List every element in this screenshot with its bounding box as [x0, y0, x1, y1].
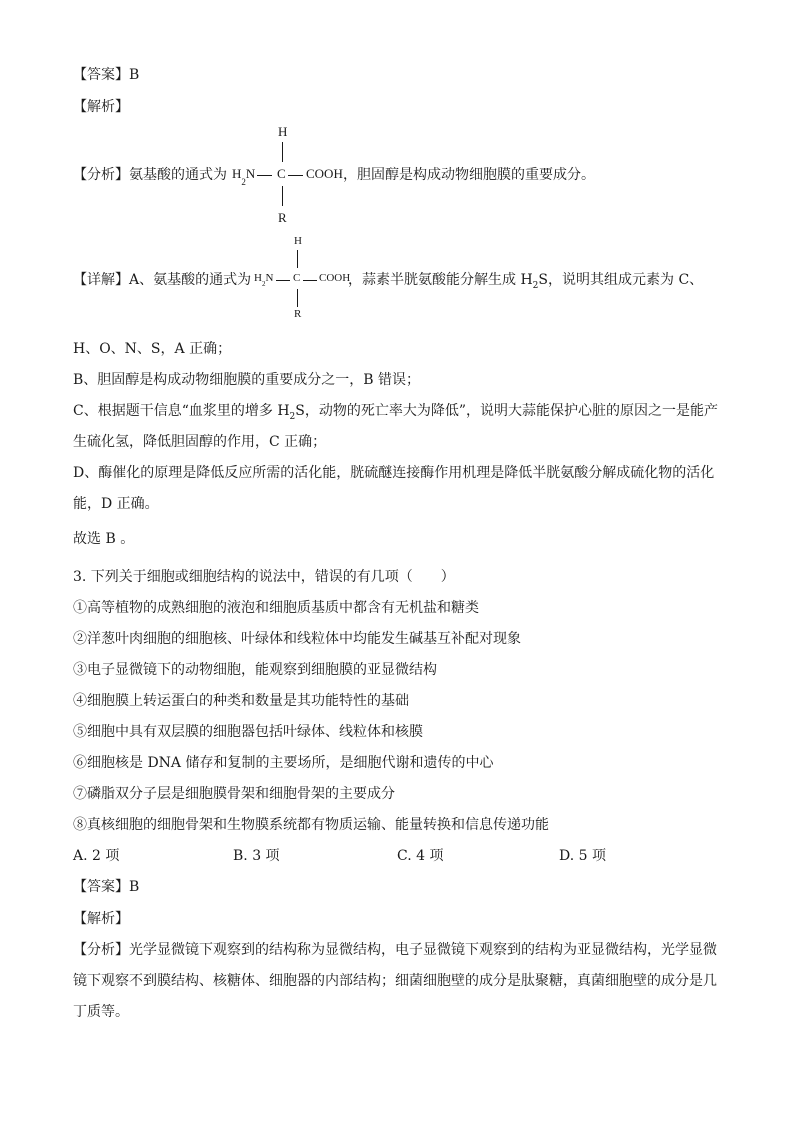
fenxi2-line-3: 丁质等。 [73, 1004, 129, 1020]
xiangjie-prefix: 【详解】A、氨基酸的通式为 [73, 272, 252, 288]
question-3-item-3: ③电子显微镜下的动物细胞，能观察到细胞膜的亚显微结构 [73, 662, 437, 678]
formula2-cooh: COOH [319, 272, 351, 284]
question-3-item-8: ⑧真核细胞的细胞骨架和生物膜系统都有物质运输、能量转换和信息传递功能 [73, 817, 549, 833]
fenxi-suffix: ，胆固醇是构成动物细胞膜的重要成分。 [343, 167, 595, 183]
xiangjie-suffix: ，蒜素半胱氨酸能分解生成 $H_2S$，说明其组成元素为 C、 [348, 272, 704, 291]
answer-label-1: 【答案】B [73, 67, 140, 83]
formula-top-h: H [278, 124, 288, 139]
amino-acid-formula-2 [254, 235, 354, 323]
detail-line-d1: D、酶催化的原理是降低反应所需的活化能，胱硫醚连接酶作用机理是降低半胱氨酸分解成硫化物的活化 [73, 465, 715, 481]
option-b: B. 3 项 [233, 848, 280, 864]
detail-line-c2: 生硫化氢，降低胆固醇的作用，C 正确； [73, 434, 327, 450]
formula-bond-top [282, 142, 283, 162]
formula-h2n: $H_2N$ [232, 166, 256, 187]
formula-bottom-r: R [278, 210, 287, 225]
formula2-bond-left [276, 280, 290, 281]
detail-line-d2: 能，D 正确。 [73, 496, 159, 512]
fenxi2-line-1: 【分析】光学显微镜下观察到的结构称为显微结构，电子显微镜下观察到的结构为亚显微结构，光学显微 [73, 942, 717, 958]
formula-c: C [277, 166, 286, 181]
formula-bond-right [288, 175, 303, 176]
option-a: A. 2 项 [73, 848, 120, 864]
formula2-h2n: $H_2N$ [254, 272, 274, 289]
formula2-top-h: H [294, 235, 302, 247]
formula-bond-bottom [282, 186, 283, 206]
question-3-item-1: ①高等植物的成熟细胞的液泡和细胞质基质中都含有无机盐和糖类 [73, 600, 479, 616]
analysis-label-1: 【解析】 [73, 99, 129, 115]
question-3-stem: 3. 下列关于细胞或细胞结构的说法中，错误的有几项（ ） [73, 569, 455, 585]
formula2-bond-right [303, 280, 317, 281]
fenxi-prefix: 【分析】氨基酸的通式为 [73, 167, 227, 183]
formula2-bottom-r: R [294, 308, 302, 320]
formula-bond-left [257, 175, 272, 176]
formula2-c: C [293, 272, 301, 284]
fenxi2-line-2: 镜下观察不到膜结构、核糖体、细胞器的内部结构；细菌细胞壁的成分是肽聚糖，真菌细胞壁的成分是几 [73, 973, 717, 989]
formula-cooh: COOH [306, 166, 343, 181]
option-d: D. 5 项 [559, 848, 606, 864]
choose-line: 故选 B 。 [73, 531, 135, 547]
detail-line-c1: C、根据题干信息“血浆里的增多 $H_2S$，动物的死亡率大为降低”，说明大蒜能保护心脏的原因之一是能产 [73, 403, 719, 422]
formula2-bond-bottom [297, 289, 298, 307]
amino-acid-formula-1 [232, 124, 342, 224]
formula2-bond-top [297, 250, 298, 268]
option-c: C. 4 项 [397, 848, 444, 864]
detail-line-a-end: H、O、N、S，A 正确； [73, 341, 232, 357]
question-3-item-7: ⑦磷脂双分子层是细胞膜骨架和细胞骨架的主要成分 [73, 786, 395, 802]
answer-label-2: 【答案】B [73, 879, 140, 895]
question-3-item-4: ④细胞膜上转运蛋白的种类和数量是其功能特性的基础 [73, 693, 409, 709]
detail-line-b: B、胆固醇是构成动物细胞膜的重要成分之一，B 错误； [73, 372, 421, 388]
question-3-item-2: ②洋葱叶肉细胞的细胞核、叶绿体和线粒体中均能发生碱基互补配对现象 [73, 631, 521, 647]
analysis-label-2: 【解析】 [73, 911, 129, 927]
question-3-item-6: ⑥细胞核是 DNA 储存和复制的主要场所，是细胞代谢和遗传的中心 [73, 755, 494, 771]
question-3-item-5: ⑤细胞中具有双层膜的细胞器包括叶绿体、线粒体和核膜 [73, 724, 423, 740]
fenxi-line [73, 166, 227, 184]
